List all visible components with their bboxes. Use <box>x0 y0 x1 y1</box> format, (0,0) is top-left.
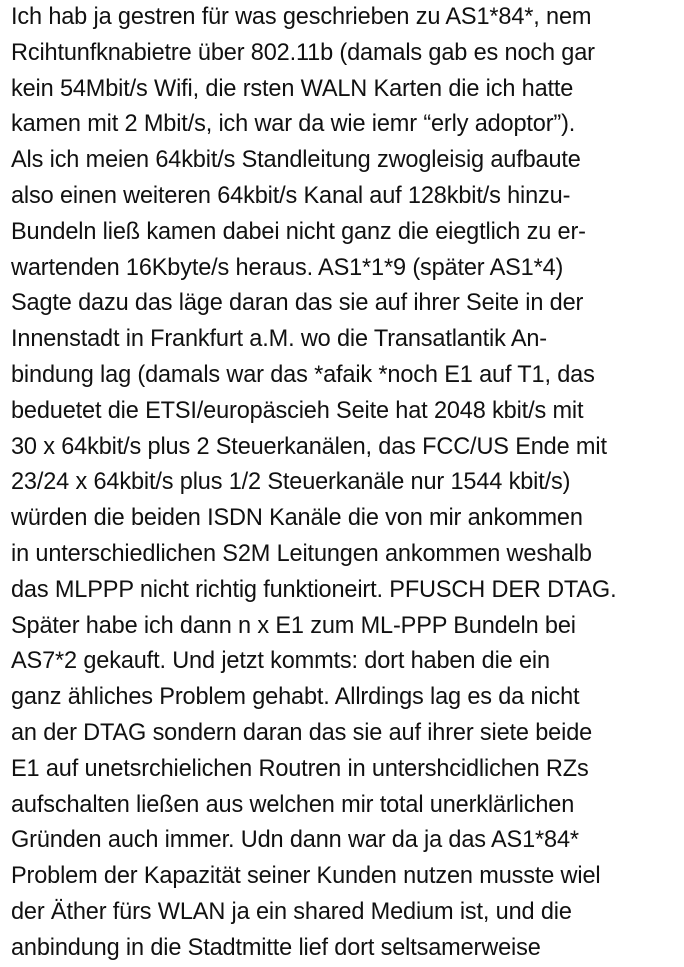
body-text <box>11 0 681 967</box>
text-line: 30 x 64kbit/s plus 2 Steuerkanälen, das FCC/US Ende mit <box>11 433 607 460</box>
text-line: Sagte dazu das läge daran das sie auf ihrer Seite in der <box>11 290 584 317</box>
text-line: aufschalten ließen aus welchen mir total unerklärlichen <box>11 791 575 818</box>
text-line: E1 auf unetsrchielichen Routren in untershcidlichen RZs <box>11 755 589 782</box>
text-line: der Äther fürs WLAN ja ein shared Medium ist, und die <box>11 898 572 925</box>
text-line: Innenstadt in Frankfurt a.M. wo die Transatlantik An- <box>11 326 547 353</box>
text-line: anbindung in die Stadtmitte lief dort seltsamerweise <box>11 934 541 961</box>
text-line: kein 54Mbit/s Wifi, die rsten WALN Karten die ich hatte <box>11 75 574 102</box>
text-line: Problem der Kapazität seiner Kunden nutzen musste wiel <box>11 863 601 890</box>
text-line: Später habe ich dann n x E1 zum ML-PPP Bundeln bei <box>11 612 576 639</box>
text-line: AS7*2 gekauft. Und jetzt kommts: dort haben die ein <box>11 648 550 675</box>
text-line: würden die beiden ISDN Kanäle die von mir ankommen <box>11 505 583 532</box>
text-line: Als ich meien 64kbit/s Standleitung zwogleisig aufbaute <box>11 147 581 174</box>
text-line: kamen mit 2 Mbit/s, ich war da wie iemr “erly adoptor”). <box>11 111 576 138</box>
text-line: Rcihtunfknabietre über 802.11b (damals gab es noch gar <box>11 39 595 66</box>
text-line: 23/24 x 64kbit/s plus 1/2 Steuerkanäle nur 1544 kbit/s) <box>11 469 571 496</box>
text-line: in unterschiedlichen S2M Leitungen ankommen weshalb <box>11 540 592 567</box>
text-line: wartenden 16Kbyte/s heraus. AS1*1*9 (später AS1*4) <box>11 254 564 281</box>
text-line: an der DTAG sondern daran das sie auf ihrer siete beide <box>11 719 593 746</box>
text-line: Ich hab ja gestren für was geschrieben zu AS1*84*, nem <box>11 4 592 30</box>
text-line: das MLPPP nicht richtig funktioneirt. PFUSCH DER DTAG. <box>11 576 617 603</box>
text-line: Bundeln ließ kamen dabei nicht ganz die eiegtlich zu er- <box>11 218 586 245</box>
text-line: beduetet die ETSI/europäscieh Seite hat 2048 kbit/s mit <box>11 397 584 424</box>
text-line: bindung lag (damals war das *afaik *noch E1 auf T1, das <box>11 361 595 388</box>
text-line: ganz ähliches Problem gehabt. Allrdings lag es da nicht <box>11 684 580 711</box>
text-line: Gründen auch immer. Udn dann war da ja das AS1*84* <box>11 827 579 854</box>
text-line: also einen weiteren 64kbit/s Kanal auf 128kbit/s hinzu- <box>11 182 571 209</box>
